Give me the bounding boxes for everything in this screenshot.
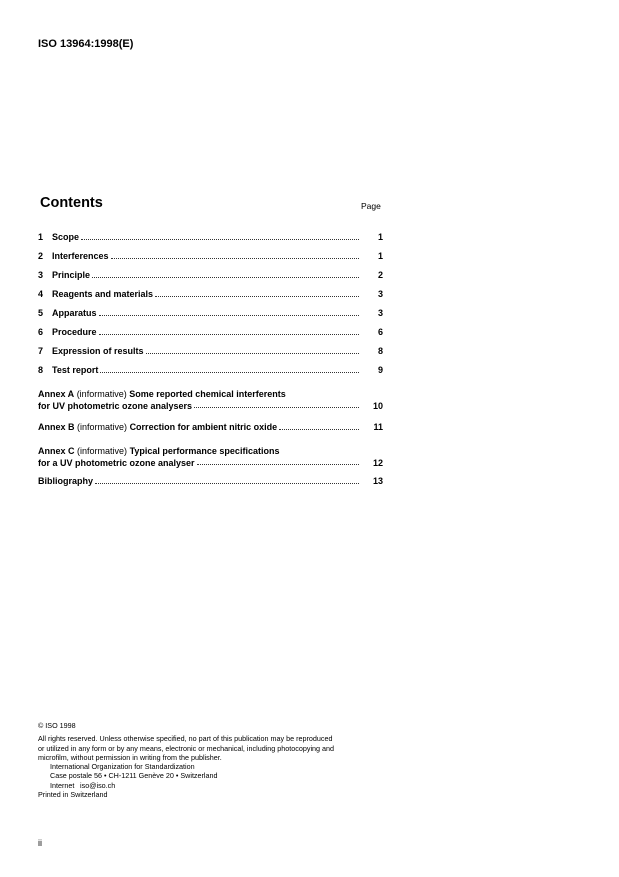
toc-entry-page: 2 [377,270,383,280]
dot-leader [100,372,359,373]
dot-leader [99,315,359,316]
toc-entry-page: 8 [377,346,383,356]
document-id: ISO 13964:1998(E) [38,38,134,50]
rights-line-3: microfilm, without permission in writing from the publisher. [38,752,222,762]
dot-leader [279,429,359,430]
annex-kind: (informative) [76,389,127,399]
toc-entry-number: 5 [38,308,44,318]
toc-entry-number: 3 [38,270,44,280]
toc-entry-number: 8 [38,365,44,375]
toc-entry-title: Interferences [52,251,109,261]
toc-entry-page: 13 [372,476,383,486]
toc-entry-title: Apparatus [52,308,97,318]
copyright-footer [38,721,398,799]
toc-entry-number: 1 [38,232,44,242]
dot-leader [194,407,359,408]
annex-kind: (informative) [77,446,128,456]
toc-entry-title: Scope [52,232,80,242]
annex-title: Correction for ambient nitric oxide [129,422,278,432]
toc-entry-apparatus[interactable] [38,300,383,319]
toc-entry-annex-a[interactable] [38,379,383,411]
table-of-contents [38,224,383,487]
publisher-address [38,762,398,790]
toc-entry-title: Procedure [52,327,97,337]
toc-entry-number: 6 [38,327,44,337]
copyright-notice: © ISO 1998 [38,721,76,730]
toc-entry-title: Bibliography [38,476,94,486]
annex-title-line2: for UV photometric ozone analysers [38,401,193,411]
toc-entry-number: 7 [38,346,44,356]
toc-entry-page: 1 [377,232,383,242]
toc-entry-number: 4 [38,289,44,299]
organization-name: International Organization for Standardization [50,762,195,772]
toc-entry-reagents[interactable] [38,281,383,300]
dot-leader [95,483,359,484]
dot-leader [155,296,359,297]
dot-leader [146,353,359,354]
toc-entry-principle[interactable] [38,262,383,281]
toc-entry-page: 10 [372,401,383,411]
annex-kind: (informative) [77,422,128,432]
toc-entry-annex-c[interactable] [38,436,383,468]
annex-label: Annex C [38,446,75,456]
toc-entry-procedure[interactable] [38,319,383,338]
toc-entry-page: 6 [377,327,383,337]
printed-in: Printed in Switzerland [38,790,108,800]
toc-entry-scope[interactable] [38,224,383,243]
dot-leader [99,334,359,335]
toc-entry-annex-b[interactable] [38,411,383,433]
toc-entry-page: 3 [377,308,383,318]
page-number: ii [38,838,42,848]
annex-title-line1: Some reported chemical interferents [129,389,286,399]
annex-title-line2: for a UV photometric ozone analyser [38,458,195,468]
rights-line-2: or utilized in any form or by any means, electronic or mechanical, including photocopying and [38,743,335,753]
toc-entry-page: 3 [377,289,383,299]
postal-address: Case postale 56 • CH-1211 Genève 20 • Switzerland [50,771,218,781]
dot-leader [111,258,359,259]
toc-entry-expression[interactable] [38,338,383,357]
toc-entry-page: 9 [377,365,383,375]
dot-leader [92,277,359,278]
dot-leader [197,464,359,465]
toc-entry-number: 2 [38,251,44,261]
toc-entry-title: Expression of results [52,346,144,356]
page-column-label: Page [361,201,381,211]
dot-leader [81,239,359,240]
toc-entry-title: Test report [52,365,99,375]
toc-entry-test-report[interactable] [38,357,383,376]
internet-email[interactable]: iso@iso.ch [80,780,116,790]
contents-title: Contents [40,195,103,211]
toc-entry-title: Reagents and materials [52,289,154,299]
annex-label: Annex A [38,389,75,399]
internet-label: Internet [50,780,75,790]
annex-label: Annex B [38,422,75,432]
toc-entry-interferences[interactable] [38,243,383,262]
toc-entry-page: 12 [372,458,383,468]
rights-line-1: All rights reserved. Unless otherwise specified, no part of this publication may be reproduced [38,734,333,744]
toc-entry-page: 1 [377,251,383,261]
toc-entry-bibliography[interactable] [38,468,383,487]
annex-title-line1: Typical performance specifications [129,446,280,456]
toc-entry-page: 11 [373,422,383,432]
toc-entry-title: Principle [52,270,91,280]
